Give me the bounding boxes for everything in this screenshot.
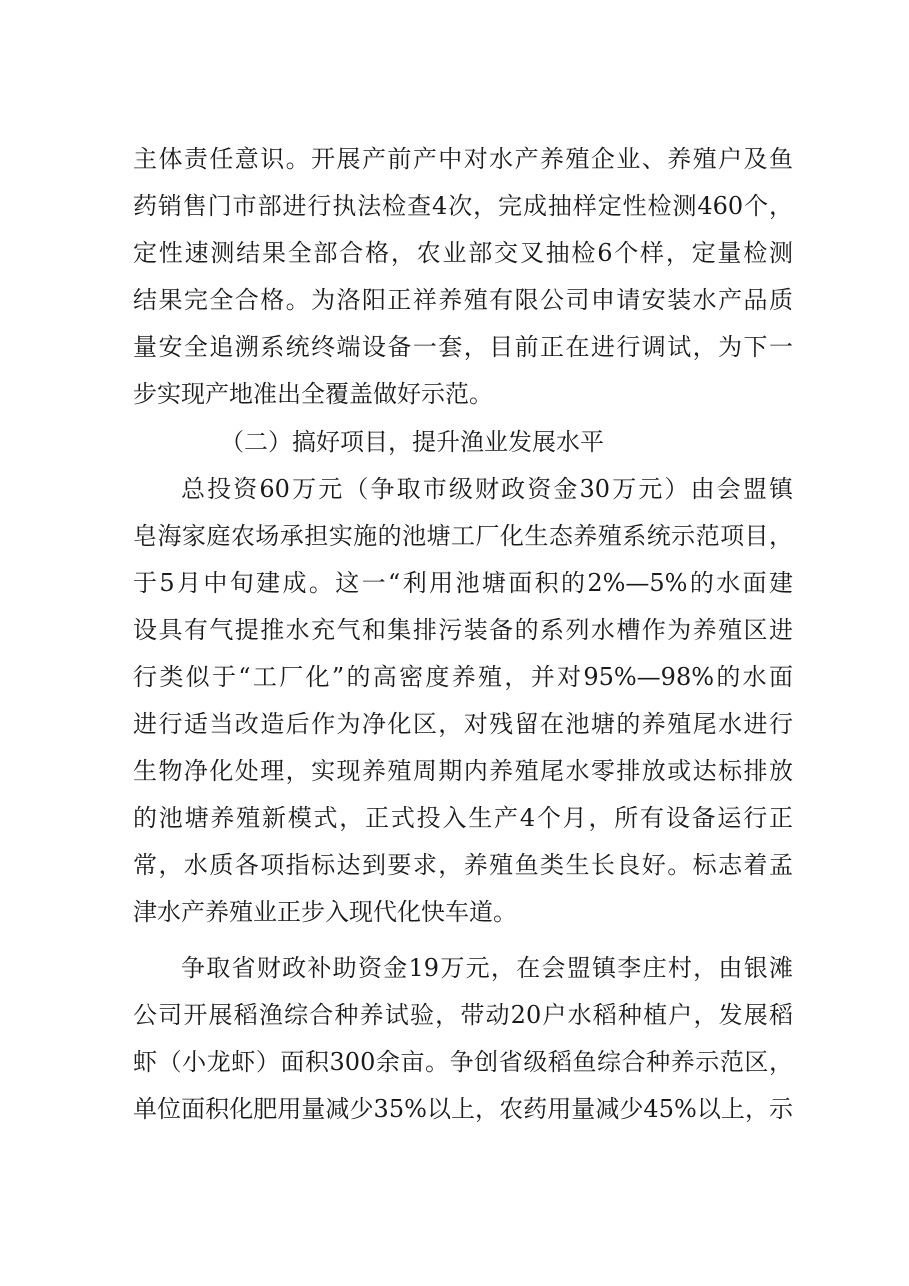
text-line: 虾（小龙虾）面积300余亩。争创省级稻鱼综合种养示范区， xyxy=(133,1048,793,1076)
text-line: 津水产养殖业正步入现代化快车道。 xyxy=(133,898,517,926)
text-line: 常，水质各项指标达到要求，养殖鱼类生长良好。标志着孟 xyxy=(133,851,793,879)
text-line: 定性速测结果全部合格，农业部交叉抽检6个样，定量检测 xyxy=(133,239,793,267)
text-line: 的池塘养殖新模式，正式投入生产4个月，所有设备运行正 xyxy=(133,804,793,832)
text-line: 总投资60万元（争取市级财政资金30万元）由会盟镇 xyxy=(181,475,793,503)
text-line: 主体责任意识。开展产前产中对水产养殖企业、养殖户及鱼 xyxy=(133,145,793,173)
text-line: 结果完全合格。为洛阳正祥养殖有限公司申请安装水产品质 xyxy=(133,286,793,314)
text-line: 争取省财政补助资金19万元，在会盟镇李庄村，由银滩 xyxy=(181,954,793,982)
text-line: 公司开展稻渔综合种养试验，带动20户水稻种植户，发展稻 xyxy=(133,1001,793,1029)
text-line: 生物净化处理，实现养殖周期内养殖尾水零排放或达标排放 xyxy=(133,757,793,785)
text-line: 单位面积化肥用量减少35%以上，农药用量减少45%以上，示 xyxy=(133,1095,793,1123)
text-line: 药销售门市部进行执法检查4次，完成抽样定性检测460个， xyxy=(133,192,793,220)
section-heading: （二）搞好项目，提升渔业发展水平 xyxy=(220,428,604,456)
text-line: 设具有气提推水充气和集排污装备的系列水槽作为养殖区进 xyxy=(133,616,793,644)
text-line: 进行适当改造后作为净化区，对残留在池塘的养殖尾水进行 xyxy=(133,710,793,738)
text-line: 于5月中旬建成。这一“利用池塘面积的2%—5%的水面建 xyxy=(133,569,793,597)
text-line: 步实现产地准出全覆盖做好示范。 xyxy=(133,380,493,408)
text-line: 量安全追溯系统终端设备一套，目前正在进行调试，为下一 xyxy=(133,333,793,361)
text-line: 皂海家庭农场承担实施的池塘工厂化生态养殖系统示范项目， xyxy=(133,522,793,550)
text-line: 行类似于“工厂化”的高密度养殖，并对95%—98%的水面 xyxy=(133,663,793,691)
